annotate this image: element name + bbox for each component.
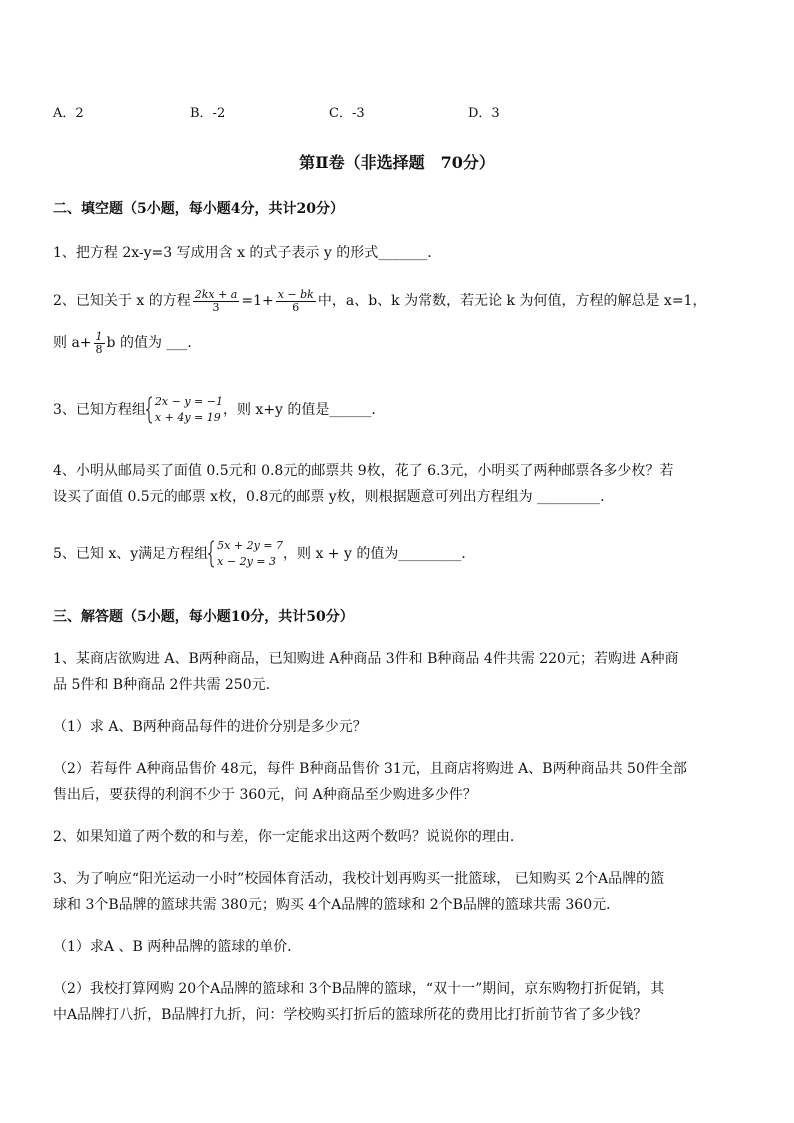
q3-eq2: x + 4y = 19 [154,411,221,424]
fill-question-4-line1: 4、小明从邮局买了面值 0.5元和 0.8元的邮票共 9枚，花了 6.3元，小明买了两种邮票各多少枚？若 [53,463,674,479]
fill-question-2 [53,284,706,318]
q2-mid: =1+ [241,293,274,309]
fill-question-1: 1、把方程 2x-y=3 写成用含 x 的式子表示 y 的形式_______． [53,245,442,261]
problem-1-sub2-line2: 售出后，要获得的利润不少于 360元，问 A种商品至少购进多少件？ [53,787,477,803]
q5-eq1: 5x + 2y = 7 [217,539,284,552]
fill-question-5 [53,536,475,572]
q2-frac2-num: x − bk [277,287,314,301]
fill-question-3 [53,392,385,428]
q5-pre: 5、已知 x、y满足方程组 [53,546,209,562]
problem-3-sub2-line1: （2）我校打算网购 20个A品牌的篮球和 3个B品牌的篮球，“双十一”期间，京东购物打折促销，其 [53,981,665,997]
q2-line2-pre: 则 a+ [53,335,92,351]
problem-3-sub1: （1）求A 、B 两种品牌的篮球的单价． [53,939,302,955]
q2-frac3-den: 8 [95,342,103,356]
problem-3-sub2-line2: 中A品牌打八折，B品牌打九折，问：学校购买打折后的篮球所花的费用比打折前节省了多少钱？ [53,1007,648,1023]
fill-heading: 二、填空题（5小题，每小题4分，共计20分） [53,201,344,217]
q2-frac1-num: 2kx + a [194,287,238,301]
option-d: D．3 [468,106,500,121]
problem-1-line2: 品 5件和 B种商品 2件共需 250元． [53,677,280,693]
solve-heading: 三、解答题（5小题，每小题10分，共计50分） [53,609,354,625]
problem-3-line2: 球和 3个B品牌的篮球共需 380元；购买 4个A品牌的篮球和 2个B品牌的篮球共需 360元． [53,897,621,913]
option-a: A．2 [53,106,84,121]
q2-frac1-den: 3 [212,300,220,314]
q2-post: 中，a、b、k 为常数，若无论 k 为何值，方程的解总是 x=1， [317,293,707,309]
q2-frac3-num: 1 [95,329,103,343]
problem-3-line1: 3、为了响应“阳光运动一小时”校园体育活动，我校计划再购买一批篮球， 已知购买 2个A品牌的篮 [53,871,665,887]
q2-fraction-2 [276,289,316,314]
problem-1-sub2-line1: （2）若每件 A种商品售价 48元，每件 B种商品售价 31元，且商店将购进 A、B两种商品共 50件全部 [53,761,687,777]
q2-fraction-1 [193,289,240,314]
q2-fraction-3 [94,331,105,356]
q5-post: ，则 x + y 的值为_________． [283,546,476,562]
q3-post: ，则 x+y 的值是______． [222,402,386,418]
option-b: B．-2 [190,106,226,121]
problem-1-line1: 1、某商店欲购进 A、B两种商品，已知购进 A种商品 3件和 B种商品 4件共需 220元；若购进 A种商 [53,651,679,667]
q3-eq1: 2x − y = −1 [154,395,223,408]
brace-icon [208,540,214,568]
q5-equation-system [208,538,283,570]
problem-2: 2、如果知道了两个数的和与差，你一定能求出这两个数吗？说说你的理由． [53,829,524,845]
section-title: 第Ⅱ卷（非选择题 70分） [299,153,495,172]
fill-question-2-line2 [53,326,201,360]
fill-question-4-line2: 设买了面值 0.5元的邮票 x枚，0.8元的邮票 y枚，则根据题意可列出方程组为 _________． [53,489,615,505]
problem-1-sub1: （1）求 A、B两种商品每件的进价分别是多少元？ [53,719,367,735]
q2-frac2-den: 6 [292,300,300,314]
q2-pre: 2、已知关于 x 的方程 [53,293,191,309]
q5-eq2: x − 2y = 3 [217,555,277,568]
q3-equation-system [146,394,223,426]
option-c: C．-3 [329,106,365,121]
q3-pre: 3、已知方程组 [53,402,146,418]
q2-line2-post: b 的值为 ___． [106,335,202,351]
brace-icon [146,396,152,424]
